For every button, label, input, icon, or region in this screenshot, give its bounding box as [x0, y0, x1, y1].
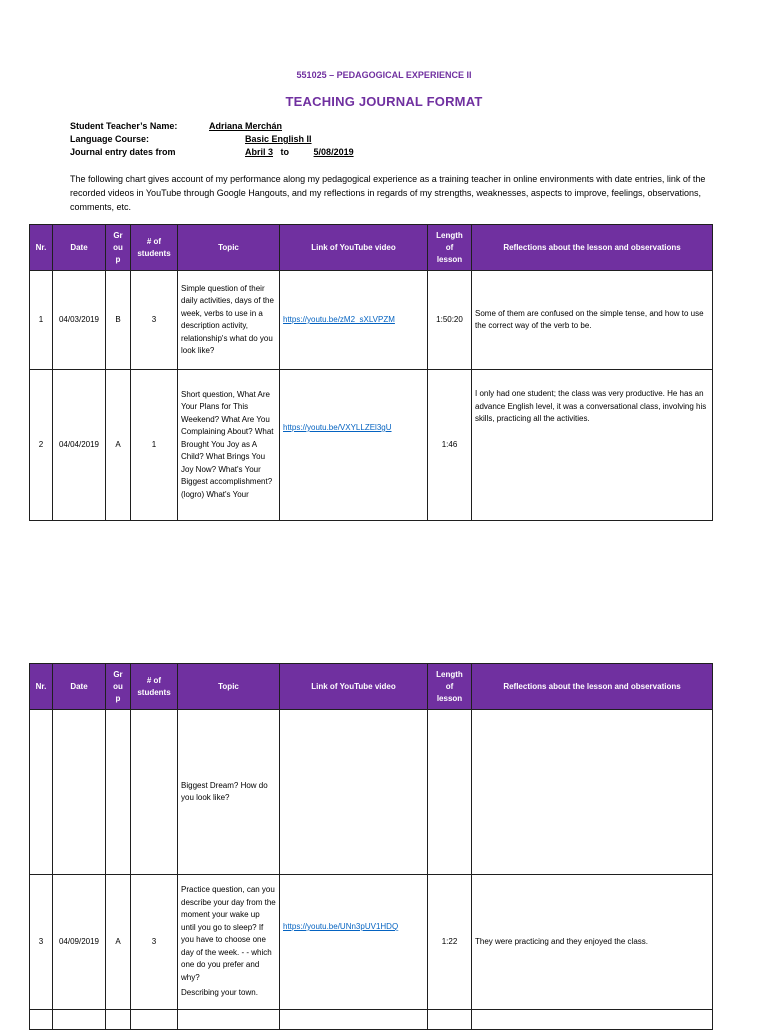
- row-reflections: [472, 710, 713, 875]
- row-students: 3: [131, 875, 178, 1010]
- row-topic: Short question, What Are Your Plans for This Weekend? What Are You Complaining About? What Brought You Joy as A Child? What Brings You Joy Now? What's Your Biggest accomplishment? (logro) What's Your: [178, 370, 280, 521]
- col-length-header: Length of lesson: [428, 664, 472, 710]
- row-topic: Simple question of their daily activities, days of the week, verbs to use in a description activity, relationship's what do you look like?: [178, 271, 280, 370]
- intro-paragraph: The following chart gives account of my performance along my pedagogical experience as a training teacher in online environments with date entries, link of the recorded videos in YouTube through Google Hangouts, and my reflections in regards of my strengths, weaknesses, aspects to improve, feelings, observations, comments, etc.: [70, 174, 706, 212]
- youtube-link[interactable]: https://youtu.be/UNn3pUV1HDQ: [283, 922, 399, 931]
- row-date: 04/03/2019: [53, 271, 106, 370]
- table-row: [30, 271, 713, 370]
- journal-dates-line: [70, 147, 370, 157]
- language-course-value: Basic English II: [245, 134, 312, 144]
- row-topic-extra: Describing your town.: [181, 988, 258, 998]
- row-reflections: [472, 1010, 713, 1030]
- row-date: 04/04/2019: [53, 370, 106, 521]
- col-students-header: # of students: [131, 225, 178, 271]
- table-row: [30, 370, 713, 521]
- row-topic-cell: [178, 875, 280, 1010]
- row-nr: 1: [30, 271, 53, 370]
- row-group: B: [106, 271, 131, 370]
- row-reflections: They were practicing and they enjoyed the class.: [472, 875, 713, 1010]
- journal-table-2: [29, 663, 713, 1030]
- table-row: [30, 875, 713, 1010]
- col-nr-header: Nr.: [30, 225, 53, 271]
- row-length: 1:50:20: [428, 271, 472, 370]
- page-title: TEACHING JOURNAL FORMAT: [285, 94, 483, 109]
- row-link-cell: [280, 1010, 428, 1030]
- col-topic-header: Topic: [178, 664, 280, 710]
- course-code: 551025 – PEDAGOGICAL EXPERIENCE II: [296, 70, 472, 80]
- row-length: 1:22: [428, 875, 472, 1010]
- row-group: [106, 710, 131, 875]
- journal-dates-label: Journal entry dates from: [70, 147, 176, 157]
- journal-table-1: [29, 224, 713, 521]
- row-students: [131, 710, 178, 875]
- teacher-name-value: Adriana Merchán: [209, 121, 283, 131]
- row-group: A: [106, 370, 131, 521]
- col-date-header: Date: [53, 225, 106, 271]
- row-group: [106, 1010, 131, 1030]
- teacher-name-line: [70, 121, 282, 131]
- row-students: 3: [131, 271, 178, 370]
- row-students: [131, 1010, 178, 1030]
- date-to: 5/08/2019: [313, 147, 354, 157]
- row-students: 1: [131, 370, 178, 521]
- language-course-label: Language Course:: [70, 134, 150, 144]
- row-link-cell: [280, 710, 428, 875]
- row-date: [53, 710, 106, 875]
- date-from: Abril 3: [245, 147, 274, 157]
- col-length-header: Length of lesson: [428, 225, 472, 271]
- col-link-header: Link of YouTube video: [280, 225, 428, 271]
- row-topic: Biggest Dream? How do you look like?: [178, 710, 280, 875]
- col-date-header: Date: [53, 664, 106, 710]
- col-topic-header: Topic: [178, 225, 280, 271]
- row-reflections: Some of them are confused on the simple tense, and how to use the correct way of the verb to be.: [472, 271, 713, 370]
- col-students-header: # of students: [131, 664, 178, 710]
- row-link-cell: [280, 271, 428, 370]
- row-date: 04/09/2019: [53, 875, 106, 1010]
- row-link-cell: [280, 370, 428, 521]
- row-nr: [30, 1010, 53, 1030]
- row-link-cell: [280, 875, 428, 1010]
- row-length: [428, 1010, 472, 1030]
- row-nr: 2: [30, 370, 53, 521]
- col-reflections-header: Reflections about the lesson and observations: [472, 225, 713, 271]
- row-length: [428, 710, 472, 875]
- row-group: A: [106, 875, 131, 1010]
- table-row: [30, 710, 713, 875]
- to-label: to: [280, 147, 290, 157]
- col-link-header: Link of YouTube video: [280, 664, 428, 710]
- col-group-header: Gr ou p: [106, 664, 131, 710]
- table-header-row: [30, 664, 713, 710]
- row-nr: [30, 710, 53, 875]
- table-header-row: [30, 225, 713, 271]
- table-row: [30, 1010, 713, 1030]
- youtube-link[interactable]: https://youtu.be/VXYLLZEl3gU: [283, 423, 392, 432]
- row-reflections: I only had one student; the class was very productive. He has an advance English level, it was a conversational class, involving his skills, practicing all the activities.: [472, 370, 713, 521]
- col-nr-header: Nr.: [30, 664, 53, 710]
- row-nr: 3: [30, 875, 53, 1010]
- row-topic: [178, 1010, 280, 1030]
- language-course-line: [70, 134, 317, 144]
- col-group-header: Gr ou p: [106, 225, 131, 271]
- row-date: [53, 1010, 106, 1030]
- col-reflections-header: Reflections about the lesson and observations: [472, 664, 713, 710]
- row-topic: Practice question, can you describe your day from the moment your wake up until you go to sleep? If you have to choose one day of the week. - - which one do you prefer and why?: [181, 885, 276, 982]
- row-length: 1:46: [428, 370, 472, 521]
- youtube-link[interactable]: https://youtu.be/zM2_sXLVPZM: [283, 314, 395, 324]
- teacher-name-label: Student Teacher’s Name:: [70, 121, 178, 131]
